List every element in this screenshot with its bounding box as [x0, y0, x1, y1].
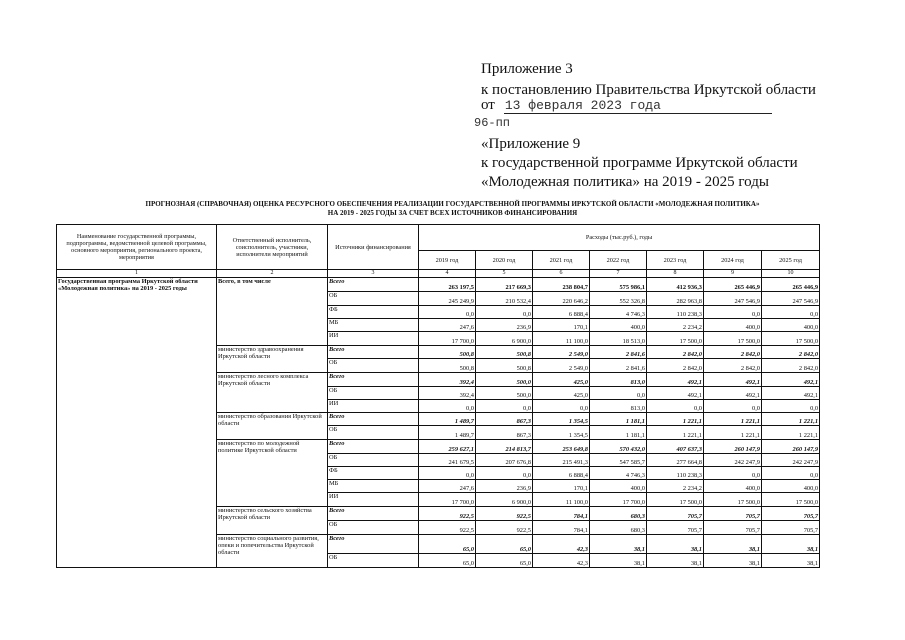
- value-cell: 705,7: [762, 521, 820, 535]
- value-cell: 412 936,3: [647, 278, 704, 292]
- value-cell: 110 238,3: [647, 467, 704, 480]
- value-cell: 867,3: [476, 426, 533, 440]
- date-underline: [504, 113, 772, 114]
- executor-cell: министерство социального развития, опеки и попечительства Иркутской области: [217, 535, 328, 568]
- source-cell: ОБ: [328, 292, 419, 306]
- source-cell: Всего: [328, 413, 419, 426]
- value-cell: 1 221,1: [704, 413, 762, 426]
- value-cell: 492,1: [704, 373, 762, 387]
- value-cell: 18 513,0: [590, 332, 647, 346]
- value-cell: 492,1: [762, 387, 820, 400]
- value-cell: 2 841,6: [590, 359, 647, 373]
- appendix-number: Приложение 3: [481, 61, 573, 77]
- executor-cell: министерство сельского хозяйства Иркутской области: [217, 507, 328, 535]
- value-cell: 2 842,0: [762, 346, 820, 359]
- value-cell: 247 546,9: [704, 292, 762, 306]
- value-cell: 17 700,0: [419, 332, 476, 346]
- value-cell: 400,0: [704, 480, 762, 493]
- resolution-reference: к постановлению Правительства Иркутской области: [481, 82, 816, 98]
- value-cell: 705,7: [704, 507, 762, 521]
- value-cell: 260 147,9: [704, 440, 762, 454]
- source-cell: ОБ: [328, 554, 419, 568]
- value-cell: 11 100,0: [533, 493, 590, 507]
- source-cell: ОБ: [328, 521, 419, 535]
- source-cell: ОБ: [328, 454, 419, 467]
- value-cell: 0,0: [533, 400, 590, 413]
- value-cell: 570 432,0: [590, 440, 647, 454]
- value-cell: 265 446,9: [762, 278, 820, 292]
- column-number: 6: [533, 270, 590, 278]
- table-row: [57, 278, 820, 292]
- value-cell: 1 181,1: [590, 413, 647, 426]
- value-cell: 0,0: [476, 306, 533, 319]
- program-name-cell: Государственная программа Иркутской области «Молодежная политика» на 2019 - 2025 годы: [57, 278, 217, 568]
- source-cell: ФБ: [328, 306, 419, 319]
- value-cell: 2 842,0: [762, 359, 820, 373]
- resolution-date: 13 февраля 2023 года: [504, 98, 661, 113]
- value-cell: 425,0: [533, 387, 590, 400]
- col-header-source: Источники финансирования: [328, 225, 419, 270]
- value-cell: 813,0: [590, 373, 647, 387]
- column-number: 1: [57, 270, 217, 278]
- value-cell: 42,3: [533, 554, 590, 568]
- value-cell: 6 888,4: [533, 306, 590, 319]
- value-cell: 492,1: [704, 387, 762, 400]
- source-cell: ОБ: [328, 387, 419, 400]
- value-cell: 2 842,0: [704, 346, 762, 359]
- year-header: 2020 год: [476, 251, 533, 270]
- value-cell: 11 100,0: [533, 332, 590, 346]
- value-cell: 238 804,7: [533, 278, 590, 292]
- column-number: 4: [419, 270, 476, 278]
- value-cell: 65,0: [419, 535, 476, 554]
- date-prefix: от: [481, 97, 495, 113]
- value-cell: 425,0: [533, 373, 590, 387]
- value-cell: 42,3: [533, 535, 590, 554]
- value-cell: 170,1: [533, 319, 590, 332]
- value-cell: 247,6: [419, 319, 476, 332]
- value-cell: 1 181,1: [590, 426, 647, 440]
- value-cell: 680,3: [590, 521, 647, 535]
- value-cell: 0,0: [704, 306, 762, 319]
- source-cell: МБ: [328, 319, 419, 332]
- appendix-9-label: «Приложение 9: [481, 136, 581, 152]
- value-cell: 1 221,1: [762, 413, 820, 426]
- year-header: 2019 год: [419, 251, 476, 270]
- column-number: 9: [704, 270, 762, 278]
- value-cell: 263 197,5: [419, 278, 476, 292]
- value-cell: 217 669,3: [476, 278, 533, 292]
- value-cell: 65,0: [476, 554, 533, 568]
- value-cell: 17 700,0: [590, 493, 647, 507]
- value-cell: 2 842,0: [647, 359, 704, 373]
- value-cell: 922,5: [419, 521, 476, 535]
- value-cell: 392,4: [419, 387, 476, 400]
- value-cell: 575 986,1: [590, 278, 647, 292]
- value-cell: 407 637,3: [647, 440, 704, 454]
- value-cell: 400,0: [704, 319, 762, 332]
- value-cell: 400,0: [762, 480, 820, 493]
- value-cell: 242 247,9: [762, 454, 820, 467]
- value-cell: 38,1: [590, 535, 647, 554]
- value-cell: 0,0: [590, 387, 647, 400]
- source-cell: Всего: [328, 278, 419, 292]
- executor-cell: министерство по молодежной политике Иркутской области: [217, 440, 328, 507]
- value-cell: 2 842,0: [647, 346, 704, 359]
- program-reference: к государственной программе Иркутской области: [481, 155, 798, 171]
- col-header-name: Наименование государственной программы, подпрограммы, ведомственной целевой программы, основного мероприятия, регионального проекта, мероприятия: [57, 225, 217, 270]
- value-cell: 705,7: [762, 507, 820, 521]
- value-cell: 1 354,5: [533, 426, 590, 440]
- column-number: 3: [328, 270, 419, 278]
- resource-table: [56, 224, 820, 568]
- value-cell: 1 489,7: [419, 426, 476, 440]
- executor-cell: министерство образования Иркутской области: [217, 413, 328, 440]
- document-title-line1: ПРОГНОЗНАЯ (СПРАВОЧНАЯ) ОЦЕНКА РЕСУРСНОГО ОБЕСПЕЧЕНИЯ РЕАЛИЗАЦИИ ГОСУДАРСТВЕННОЙ ПРОГРАММЫ ИРКУТСКОЙ ОБЛАСТИ «МОЛОДЕЖНАЯ ПОЛИТИКА»: [145, 200, 760, 208]
- value-cell: 813,0: [590, 400, 647, 413]
- value-cell: 2 842,0: [704, 359, 762, 373]
- value-cell: 492,1: [762, 373, 820, 387]
- source-cell: МБ: [328, 480, 419, 493]
- value-cell: 705,7: [647, 507, 704, 521]
- value-cell: 17 500,0: [704, 493, 762, 507]
- value-cell: 0,0: [647, 400, 704, 413]
- value-cell: 65,0: [476, 535, 533, 554]
- executor-cell: министерство лесного комплекса Иркутской области: [217, 373, 328, 413]
- value-cell: 17 700,0: [419, 493, 476, 507]
- value-cell: 17 500,0: [647, 332, 704, 346]
- source-cell: Всего: [328, 440, 419, 454]
- executor-cell: министерство здравоохранения Иркутской области: [217, 346, 328, 373]
- value-cell: 400,0: [762, 319, 820, 332]
- value-cell: 282 963,8: [647, 292, 704, 306]
- value-cell: 242 247,9: [704, 454, 762, 467]
- value-cell: 500,0: [476, 373, 533, 387]
- value-cell: 1 489,7: [419, 413, 476, 426]
- resolution-number: 96-пп: [474, 116, 511, 130]
- value-cell: 6 900,0: [476, 332, 533, 346]
- value-cell: 705,7: [704, 521, 762, 535]
- year-header: 2024 год: [704, 251, 762, 270]
- column-number: 7: [590, 270, 647, 278]
- table-body: [57, 278, 820, 568]
- value-cell: 38,1: [647, 554, 704, 568]
- executor-cell: Всего, в том числе: [217, 278, 328, 346]
- value-cell: 210 532,4: [476, 292, 533, 306]
- source-cell: Всего: [328, 507, 419, 521]
- value-cell: 17 500,0: [762, 332, 820, 346]
- value-cell: 0,0: [419, 400, 476, 413]
- value-cell: 2 549,0: [533, 346, 590, 359]
- value-cell: 922,5: [476, 521, 533, 535]
- year-header: 2023 год: [647, 251, 704, 270]
- value-cell: 236,9: [476, 480, 533, 493]
- value-cell: 1 354,5: [533, 413, 590, 426]
- value-cell: 110 238,3: [647, 306, 704, 319]
- value-cell: 392,4: [419, 373, 476, 387]
- value-cell: 2 234,2: [647, 319, 704, 332]
- column-number: 10: [762, 270, 820, 278]
- value-cell: 4 746,3: [590, 306, 647, 319]
- year-header: 2022 год: [590, 251, 647, 270]
- value-cell: 1 221,1: [647, 426, 704, 440]
- col-header-expenses: Расходы (тыс.руб.), годы: [419, 225, 820, 251]
- year-header: 2025 год: [762, 251, 820, 270]
- value-cell: 38,1: [704, 554, 762, 568]
- value-cell: 0,0: [419, 306, 476, 319]
- value-cell: 17 500,0: [762, 493, 820, 507]
- value-cell: 6 888,4: [533, 467, 590, 480]
- value-cell: 38,1: [590, 554, 647, 568]
- value-cell: 2 549,0: [533, 359, 590, 373]
- value-cell: 247 546,9: [762, 292, 820, 306]
- value-cell: 922,5: [476, 507, 533, 521]
- value-cell: 170,1: [533, 480, 590, 493]
- value-cell: 38,1: [704, 535, 762, 554]
- value-cell: 241 679,5: [419, 454, 476, 467]
- value-cell: 38,1: [762, 535, 820, 554]
- column-number: 5: [476, 270, 533, 278]
- column-number: 2: [217, 270, 328, 278]
- value-cell: 500,0: [476, 387, 533, 400]
- value-cell: 17 500,0: [704, 332, 762, 346]
- value-cell: 259 627,1: [419, 440, 476, 454]
- value-cell: 4 746,3: [590, 467, 647, 480]
- document-title-line2: НА 2019 - 2025 ГОДЫ ЗА СЧЕТ ВСЕХ ИСТОЧНИКОВ ФИНАНСИРОВАНИЯ: [327, 209, 578, 217]
- value-cell: 400,0: [590, 319, 647, 332]
- value-cell: 705,7: [647, 521, 704, 535]
- column-number-row: [57, 270, 820, 278]
- source-cell: ОБ: [328, 426, 419, 440]
- value-cell: 0,0: [704, 400, 762, 413]
- value-cell: 0,0: [762, 467, 820, 480]
- source-cell: Всего: [328, 535, 419, 554]
- value-cell: 1 221,1: [647, 413, 704, 426]
- value-cell: 492,1: [647, 387, 704, 400]
- value-cell: 245 249,9: [419, 292, 476, 306]
- source-cell: Всего: [328, 373, 419, 387]
- value-cell: 6 900,0: [476, 493, 533, 507]
- value-cell: 38,1: [762, 554, 820, 568]
- value-cell: 247,6: [419, 480, 476, 493]
- source-cell: ИИ: [328, 493, 419, 507]
- value-cell: 265 446,9: [704, 278, 762, 292]
- value-cell: 0,0: [476, 467, 533, 480]
- value-cell: 38,1: [647, 535, 704, 554]
- value-cell: 1 221,1: [704, 426, 762, 440]
- value-cell: 0,0: [476, 400, 533, 413]
- source-cell: ФБ: [328, 467, 419, 480]
- value-cell: 867,3: [476, 413, 533, 426]
- value-cell: 220 646,2: [533, 292, 590, 306]
- value-cell: 500,8: [476, 346, 533, 359]
- value-cell: 2 841,6: [590, 346, 647, 359]
- year-header: 2021 год: [533, 251, 590, 270]
- value-cell: 1 221,1: [762, 426, 820, 440]
- value-cell: 784,1: [533, 507, 590, 521]
- value-cell: 65,0: [419, 554, 476, 568]
- value-cell: 207 676,8: [476, 454, 533, 467]
- value-cell: 784,1: [533, 521, 590, 535]
- program-name: «Молодежная политика» на 2019 - 2025 годы: [481, 174, 769, 190]
- value-cell: 0,0: [704, 467, 762, 480]
- value-cell: 552 326,8: [590, 292, 647, 306]
- value-cell: 680,3: [590, 507, 647, 521]
- column-number: 8: [647, 270, 704, 278]
- value-cell: 922,5: [419, 507, 476, 521]
- value-cell: 500,8: [419, 359, 476, 373]
- value-cell: 400,0: [590, 480, 647, 493]
- col-header-executor: Ответственный исполнитель, соисполнитель, участники, исполнители мероприятий: [217, 225, 328, 270]
- value-cell: 17 500,0: [647, 493, 704, 507]
- value-cell: 547 585,7: [590, 454, 647, 467]
- value-cell: 214 813,7: [476, 440, 533, 454]
- value-cell: 236,9: [476, 319, 533, 332]
- value-cell: 500,8: [419, 346, 476, 359]
- value-cell: 277 664,8: [647, 454, 704, 467]
- value-cell: 0,0: [419, 467, 476, 480]
- value-cell: 500,8: [476, 359, 533, 373]
- value-cell: 0,0: [762, 400, 820, 413]
- value-cell: 260 147,9: [762, 440, 820, 454]
- value-cell: 2 234,2: [647, 480, 704, 493]
- value-cell: 215 491,3: [533, 454, 590, 467]
- source-cell: ОБ: [328, 359, 419, 373]
- value-cell: 492,1: [647, 373, 704, 387]
- source-cell: ИИ: [328, 400, 419, 413]
- source-cell: ИИ: [328, 332, 419, 346]
- value-cell: 253 649,8: [533, 440, 590, 454]
- source-cell: Всего: [328, 346, 419, 359]
- value-cell: 0,0: [762, 306, 820, 319]
